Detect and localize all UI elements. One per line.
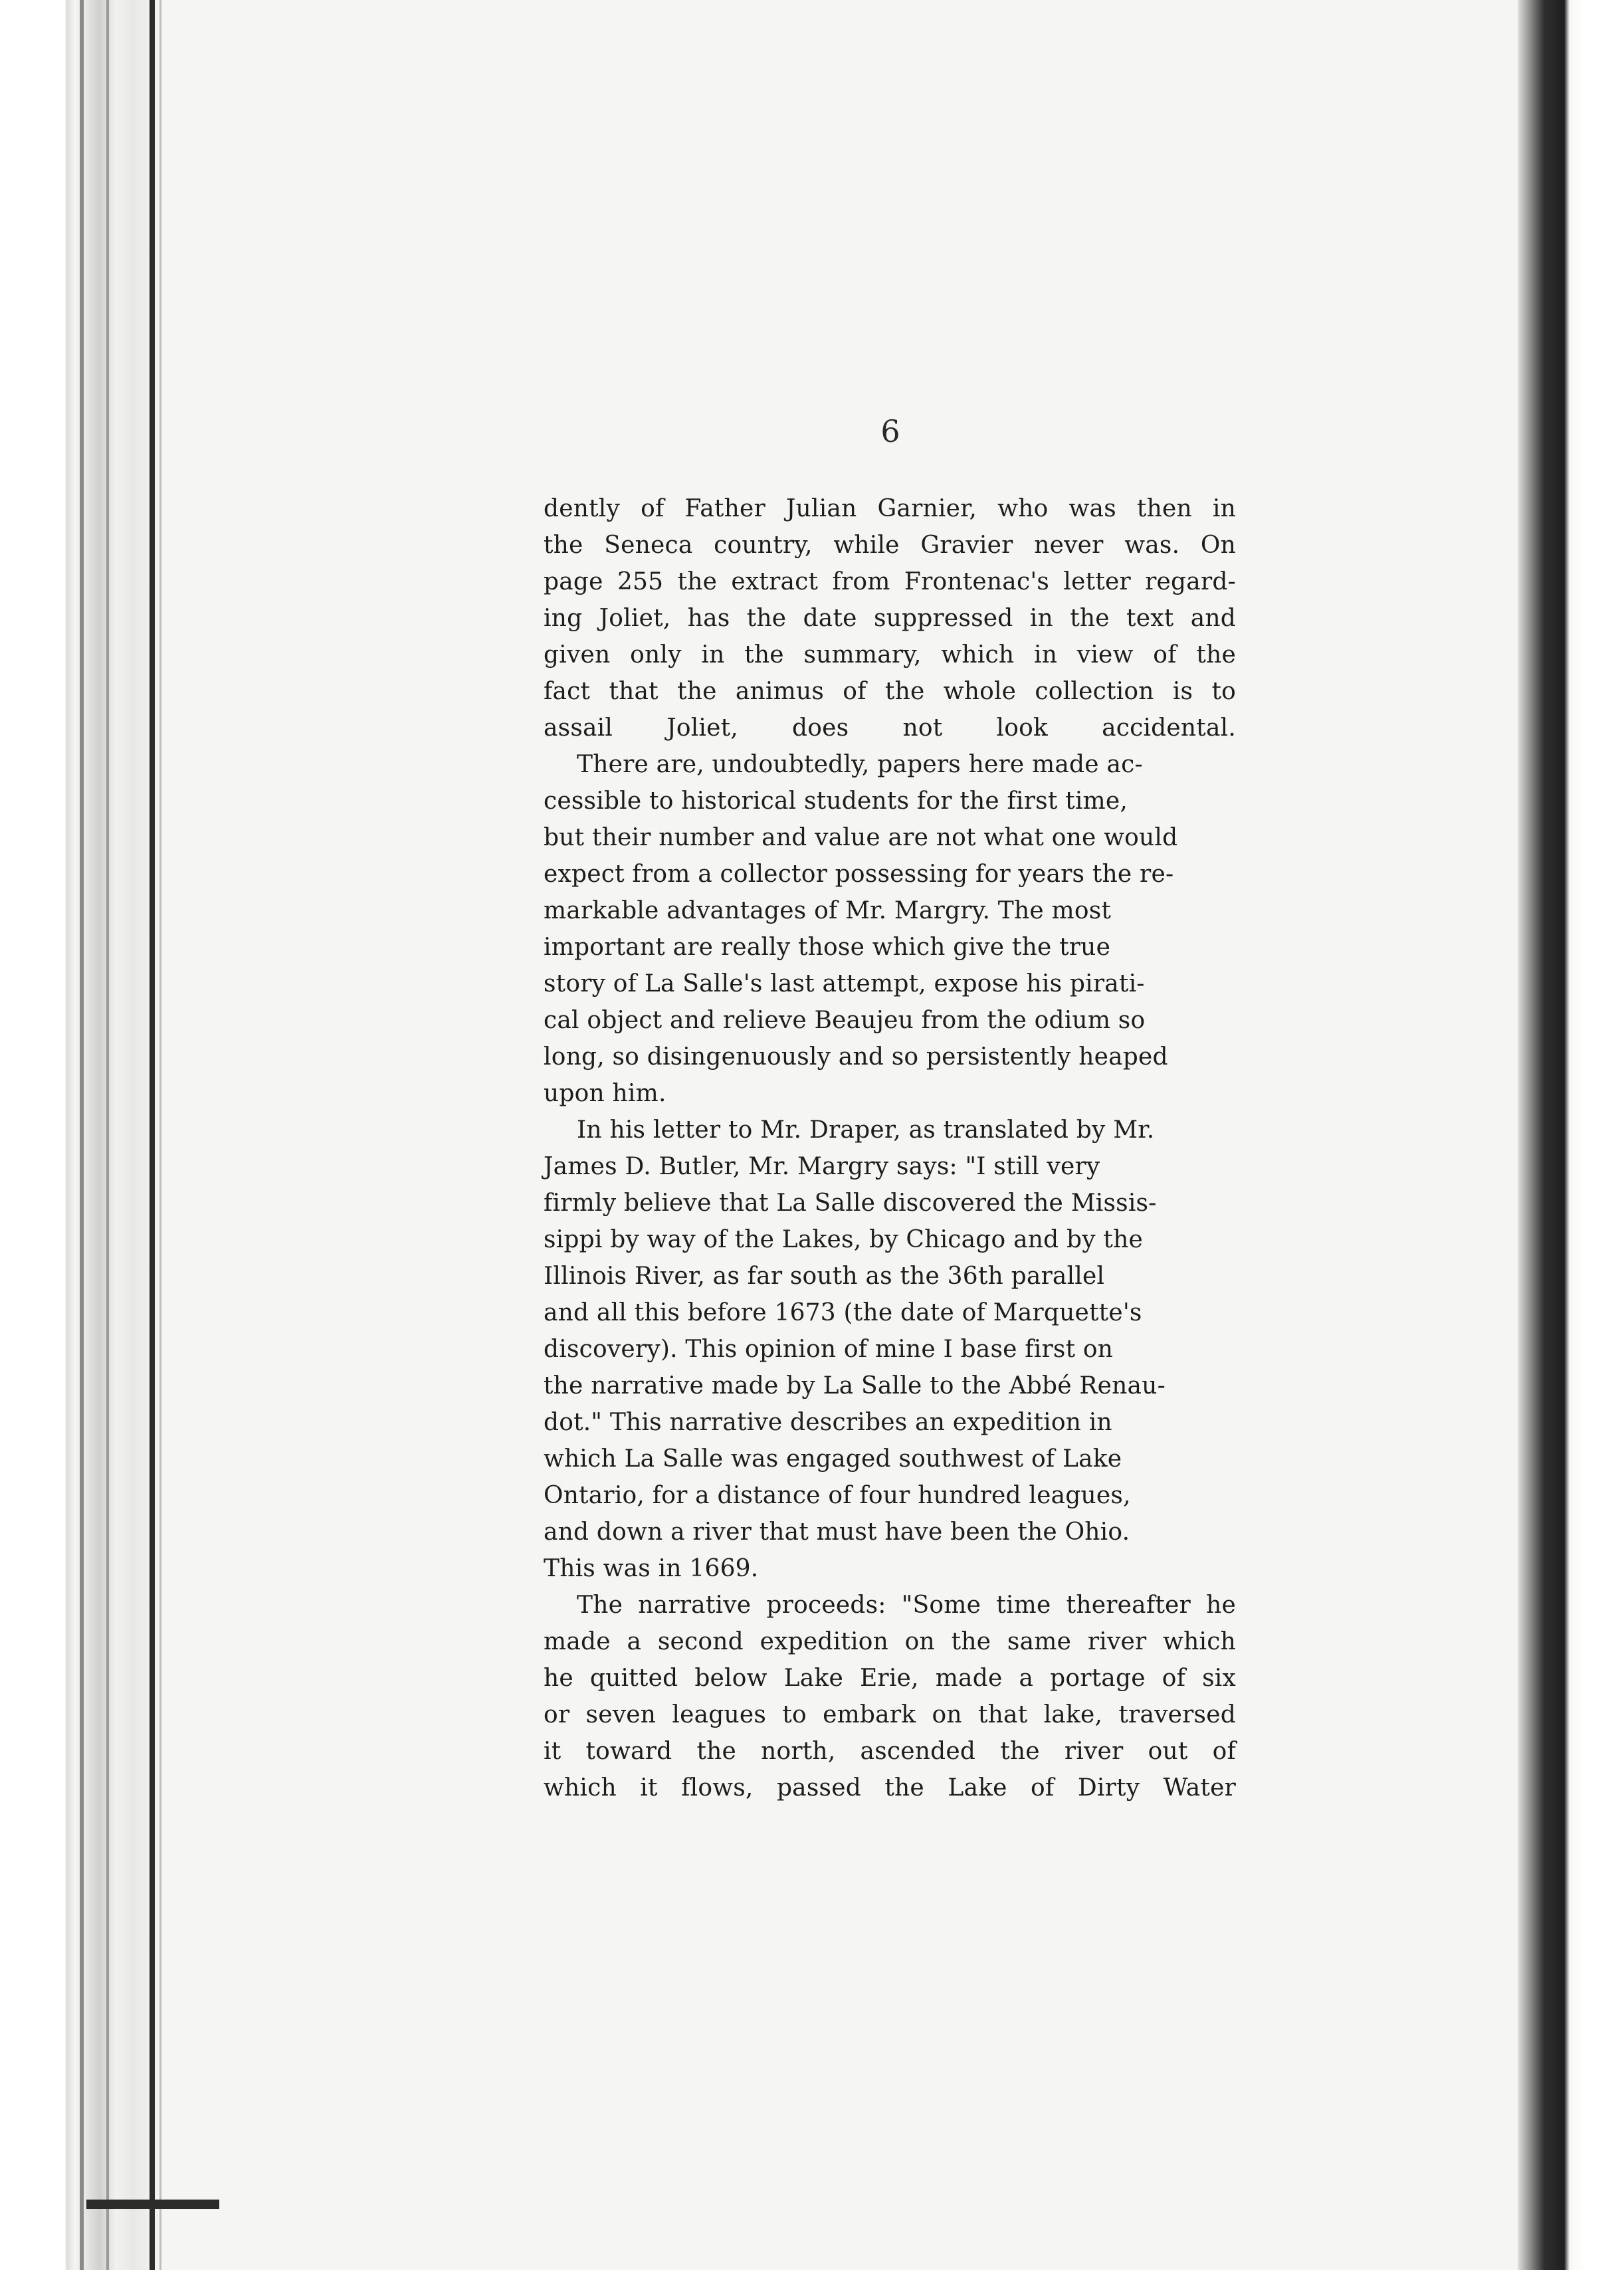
text-line: James D. Butler, Mr. Margry says: "I still very bbox=[544, 1153, 1100, 1180]
text-line: firmly believe that La Salle discovered the Missis- bbox=[544, 1189, 1157, 1217]
paragraph bbox=[544, 1112, 1236, 1587]
text-line: long, so disingenuously and so persistently heaped bbox=[544, 1043, 1168, 1071]
binding-shadow-line bbox=[80, 0, 84, 2270]
text-line: This was in 1669. bbox=[544, 1555, 759, 1582]
binding-light-line bbox=[159, 0, 161, 2270]
text-line: There are, undoubtedly, papers here made ac- bbox=[577, 751, 1143, 778]
page-number: 6 bbox=[880, 413, 900, 449]
text-line: it toward the north, ascended the river out of bbox=[544, 1738, 1236, 1765]
text-line: and down a river that must have been the Ohio. bbox=[544, 1518, 1130, 1546]
text-line: important are really those which give the true bbox=[544, 934, 1111, 961]
text-line: assail Joliet, does not look accidental. bbox=[544, 714, 1236, 742]
text-line: he quitted below Lake Erie, made a portage of six bbox=[544, 1665, 1236, 1692]
body-text bbox=[544, 490, 1236, 1806]
text-line: dot." This narrative describes an expedition in bbox=[544, 1409, 1112, 1436]
text-line: the Seneca country, while Gravier never was. On bbox=[544, 532, 1236, 559]
text-line: In his letter to Mr. Draper, as translated by Mr. bbox=[577, 1116, 1155, 1144]
text-line: made a second expedition on the same river which bbox=[544, 1628, 1236, 1655]
text-line: given only in the summary, which in view of the bbox=[544, 641, 1236, 669]
text-line: and all this before 1673 (the date of Marquette's bbox=[544, 1299, 1142, 1326]
text-line: but their number and value are not what one would bbox=[544, 824, 1178, 851]
text-line: Illinois River, as far south as the 36th parallel bbox=[544, 1263, 1105, 1290]
text-line: cal object and relieve Beaujeu from the odium so bbox=[544, 1007, 1146, 1034]
text-line: dently of Father Julian Garnier, who was then in bbox=[544, 495, 1236, 522]
left-binding-edge bbox=[0, 0, 179, 2270]
binding-bottom-mark bbox=[86, 2200, 219, 2209]
text-line: or seven leagues to embark on that lake, traversed bbox=[544, 1701, 1236, 1728]
text-line: the narrative made by La Salle to the Abbé Renau- bbox=[544, 1372, 1166, 1399]
text-line: sippi by way of the Lakes, by Chicago and by the bbox=[544, 1226, 1143, 1253]
paragraph bbox=[544, 1587, 1236, 1806]
text-line: story of La Salle's last attempt, expose his pirati- bbox=[544, 970, 1145, 997]
text-line: expect from a collector possessing for years the re- bbox=[544, 861, 1174, 888]
text-line: ing Joliet, has the date suppressed in the text and bbox=[544, 605, 1236, 632]
text-line: page 255 the extract from Frontenac's letter regard- bbox=[544, 568, 1236, 595]
paragraph bbox=[544, 490, 1236, 746]
text-line: Ontario, for a distance of four hundred leagues, bbox=[544, 1482, 1131, 1509]
text-line: discovery). This opinion of mine I base first on bbox=[544, 1336, 1114, 1363]
text-line: fact that the animus of the whole collection is to bbox=[544, 678, 1236, 705]
text-line: which it flows, passed the Lake of Dirty Water bbox=[544, 1774, 1236, 1802]
text-line: The narrative proceeds: "Some time thereafter he bbox=[577, 1592, 1236, 1619]
text-line: cessible to historical students for the first time, bbox=[544, 787, 1128, 815]
binding-dark-line bbox=[150, 0, 155, 2270]
text-line: upon him. bbox=[544, 1080, 666, 1107]
binding-shadow-line bbox=[106, 0, 109, 2270]
paragraph bbox=[544, 746, 1236, 1112]
text-line: markable advantages of Mr. Margry. The most bbox=[544, 897, 1112, 924]
text-line: which La Salle was engaged southwest of Lake bbox=[544, 1445, 1122, 1473]
right-page-edge bbox=[1518, 0, 1624, 2270]
